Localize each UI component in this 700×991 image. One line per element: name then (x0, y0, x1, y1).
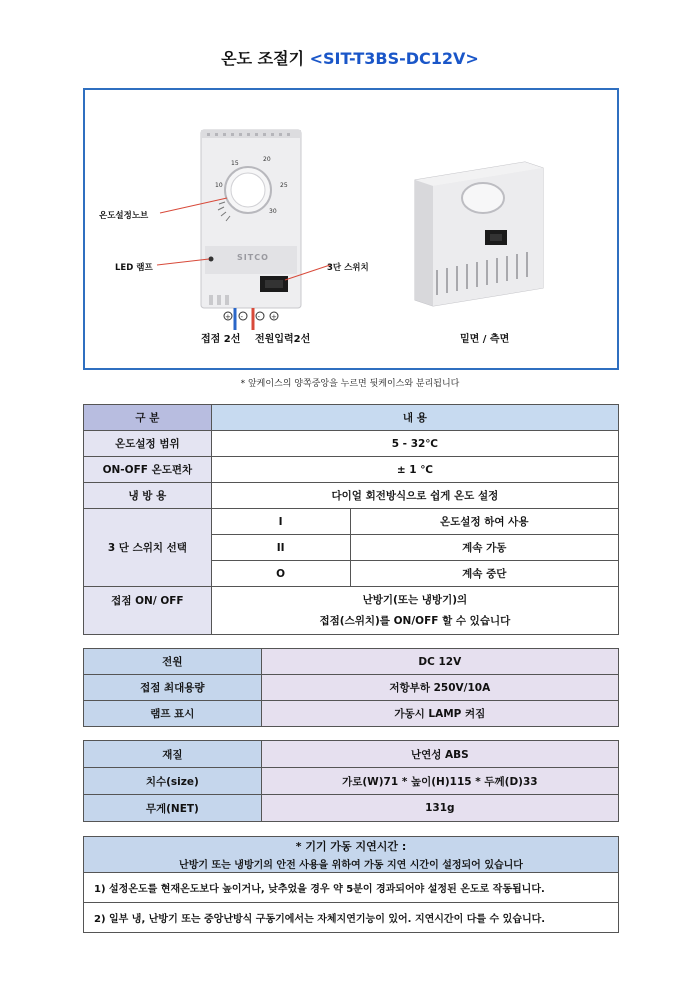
spec-header-content: 내 용 (211, 405, 618, 431)
material-value: 131g (261, 795, 618, 822)
power-key: 램프 표시 (84, 701, 262, 727)
power-key: 전원 (84, 649, 262, 675)
front-view-image (85, 90, 617, 368)
label-bottom-side: 밑면 / 측면 (460, 334, 510, 345)
contact-key: 접점 ON/ OFF (84, 587, 212, 635)
brand-logo: SITCO (237, 253, 269, 262)
spec-key: 냉 방 용 (84, 483, 212, 509)
spec-table (83, 404, 619, 635)
contact-line-1: 난방기(또는 냉방기)의 (362, 593, 468, 606)
title-text: 온도 조절기 (221, 49, 305, 68)
material-table (83, 740, 619, 822)
delay-notice-box (83, 836, 619, 933)
dial-number-10: 10 (215, 182, 223, 189)
svg-text:-: - (257, 313, 261, 321)
label-knob: 온도설정노브 (99, 211, 149, 221)
model-code: <SIT-T3BS-DC12V> (309, 49, 479, 68)
material-value: 난연성 ABS (261, 741, 618, 768)
label-led-lamp: LED 램프 (115, 263, 153, 273)
label-3way-switch: 3단 스위치 (327, 263, 369, 273)
spec-key: ON-OFF 온도편차 (84, 457, 212, 483)
label-power-wires: 전원입력2선 (255, 334, 311, 345)
spec-value: ± 1 ℃ (211, 457, 618, 483)
switch-mode: O (211, 561, 350, 587)
switch-mode: I (211, 509, 350, 535)
material-key: 무게(NET) (84, 795, 262, 822)
dial-number-25: 25 (280, 182, 288, 189)
product-photo-frame (83, 88, 619, 370)
dial-number-15: 15 (231, 160, 239, 167)
power-value: 저항부하 250V/10A (261, 675, 618, 701)
power-value: 가동시 LAMP 켜짐 (261, 701, 618, 727)
material-key: 치수(size) (84, 768, 262, 795)
dial-number-30: 30 (269, 208, 277, 215)
switch-desc: 계속 가동 (350, 535, 619, 561)
spec-header-category: 구 분 (84, 405, 212, 431)
delay-subheading: 난방기 또는 냉방기의 안전 사용을 위하여 가동 지연 시간이 설정되어 있습니다 (84, 856, 619, 873)
switch-desc: 계속 중단 (350, 561, 619, 587)
spec-value: 5 - 32℃ (211, 431, 618, 457)
svg-text:+: + (225, 313, 231, 321)
caption-note: * 앞케이스의 양쪽중앙을 누르면 뒷케이스와 분리됩니다 (240, 379, 460, 389)
power-table (83, 648, 619, 727)
svg-text:+: + (271, 313, 277, 321)
delay-heading: * 기기 가동 지연시간 : (84, 837, 619, 856)
page-title (0, 46, 700, 69)
material-key: 재질 (84, 741, 262, 768)
switch-key: 3 단 스위치 선택 (84, 509, 212, 587)
contact-value (211, 587, 618, 635)
contact-line-2: 접점(스위치)를 ON/OFF 할 수 있습니다 (319, 614, 511, 627)
delay-note-1: 1) 설정온도를 현재온도보다 높이거나, 낮추었을 경우 약 5분이 경과되어야 설정된 온도로 작동됩니다. (84, 873, 619, 903)
dial-number-20: 20 (263, 156, 271, 163)
spec-key: 온도설정 범위 (84, 431, 212, 457)
switch-mode: II (211, 535, 350, 561)
material-value: 가로(W)71 * 높이(H)115 * 두께(D)33 (261, 768, 618, 795)
svg-text:-: - (240, 313, 244, 321)
delay-note-2: 2) 일부 냉, 난방기 또는 중앙난방식 구동기에서는 자체지연기능이 있어. 지연시간이 다를 수 있습니다. (84, 903, 619, 933)
label-contact-wires: 접점 2선 (201, 334, 241, 345)
switch-desc: 온도설정 하여 사용 (350, 509, 619, 535)
power-key: 접점 최대용량 (84, 675, 262, 701)
power-value: DC 12V (261, 649, 618, 675)
spec-value: 다이얼 회전방식으로 쉽게 온도 설정 (211, 483, 618, 509)
